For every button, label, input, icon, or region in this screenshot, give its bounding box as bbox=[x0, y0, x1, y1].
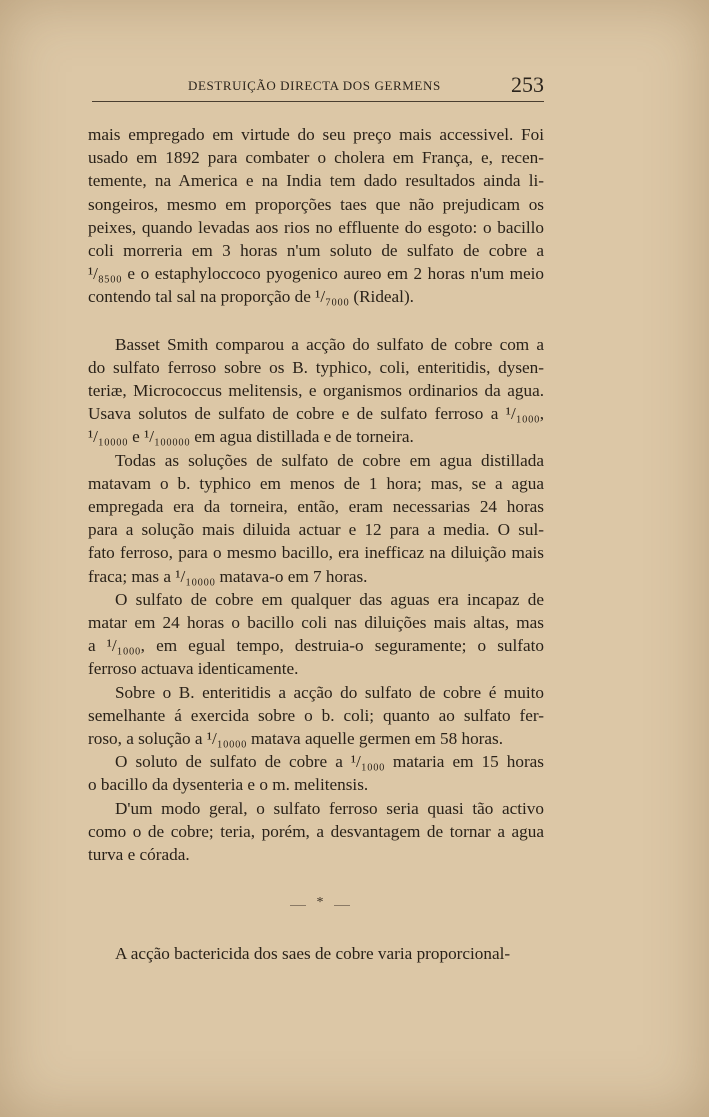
text-line: ¹/₁₀₀₀₀ e ¹/₁₀₀₀₀₀ em agua distillada e de torneira. bbox=[88, 427, 414, 447]
paragraph-5 bbox=[88, 681, 544, 751]
text-line: usado em 1892 para combater o cholera em França, e, recen- bbox=[88, 148, 544, 168]
paragraph-4 bbox=[88, 588, 544, 681]
text-line: peixes, quando levadas aos rios no effluente do esgoto: o bacillo bbox=[88, 217, 544, 237]
text-line: semelhante á exercida sobre o b. coli; quanto ao sulfato fer- bbox=[88, 705, 544, 725]
text-line: temente, na America e na India tem dado resultados ainda li- bbox=[88, 171, 544, 191]
page-header bbox=[92, 72, 544, 100]
text-line: coli morreria em 3 horas n'um soluto de sulfato de cobre a bbox=[88, 241, 544, 261]
paragraph-1 bbox=[88, 123, 544, 309]
text-line: roso, a solução a ¹/₁₀₀₀₀ matava aquelle germen em 58 horas. bbox=[88, 729, 504, 749]
text-line: contendo tal sal na proporção de ¹/₇₀₀₀ (Rideal). bbox=[88, 287, 414, 307]
section-separator: * bbox=[290, 895, 350, 915]
text-line: Usava solutos de sulfato de cobre e de sulfato ferroso a ¹/₁₀₀₀, bbox=[88, 404, 544, 424]
running-title: DESTRUIÇÃO DIRECTA DOS GERMENS bbox=[188, 78, 441, 93]
text-line: matar em 24 horas o bacillo coli nas diluições mais altas, mas bbox=[88, 613, 544, 633]
text-line: turva e córada. bbox=[88, 845, 190, 865]
paragraph-2 bbox=[88, 333, 544, 449]
text-line: Todas as soluções de sulfato de cobre em agua distillada bbox=[115, 450, 544, 470]
text-line: matavam o b. typhico em menos de 1 hora; mas, se a agua bbox=[88, 473, 544, 493]
text-line: fato ferroso, para o mesmo bacillo, era inefficaz na diluição mais bbox=[88, 543, 544, 563]
text-line: ¹/₈₅₀₀ e o estaphyloccoco pyogenico aureo em 2 horas n'um meio bbox=[88, 264, 544, 284]
text-line: ferroso actuava identicamente. bbox=[88, 659, 299, 679]
text-line: O sulfato de cobre em qualquer das aguas era incapaz de bbox=[115, 589, 544, 609]
text-line: o bacillo da dysenteria e o m. melitensis. bbox=[88, 775, 369, 795]
paragraph-gap bbox=[88, 309, 544, 333]
text-line: fraca; mas a ¹/₁₀₀₀₀ matava-o em 7 horas. bbox=[88, 566, 368, 586]
text-line: Basset Smith comparou a acção do sulfato de cobre com a bbox=[115, 334, 544, 354]
paragraph-7 bbox=[88, 797, 544, 867]
paragraph-6 bbox=[88, 750, 544, 796]
text-line: empregada era da torneira, então, eram necessarias 24 horas bbox=[88, 497, 544, 517]
text-line: como o de cobre; teria, porém, a desvantagem de tornar a agua bbox=[88, 821, 544, 841]
text-line: D'um modo geral, o sulfato ferroso seria quasi tão activo bbox=[115, 798, 544, 818]
text-line: teriæ, Micrococcus melitensis, e organismos ordinarios da agua. bbox=[88, 381, 544, 401]
text-line: a ¹/₁₀₀₀, em egual tempo, destruia-o seguramente; o sulfato bbox=[88, 636, 544, 656]
text-line: Sobre o B. enteritidis a acção do sulfato de cobre é muito bbox=[115, 682, 544, 702]
paragraph-3 bbox=[88, 449, 544, 588]
text-line: songeiros, mesmo em proporções taes que não prejudicam os bbox=[88, 194, 544, 214]
final-line: A acção bactericida dos saes de cobre varia proporcional- bbox=[115, 944, 511, 963]
body-text bbox=[88, 123, 544, 866]
page-number: 253 bbox=[511, 72, 544, 97]
text-line: mais empregado em virtude do seu preço mais accessivel. Foi bbox=[88, 125, 544, 144]
header-rule bbox=[92, 101, 544, 102]
text-line: para a solução mais diluida actuar e 12 para a media. O sul- bbox=[88, 520, 544, 540]
text-line: do sulfato ferroso sobre os B. typhico, coli, enteritidis, dysen- bbox=[88, 357, 544, 377]
text-line: O soluto de sulfato de cobre a ¹/₁₀₀₀ mataria em 15 horas bbox=[115, 752, 544, 772]
